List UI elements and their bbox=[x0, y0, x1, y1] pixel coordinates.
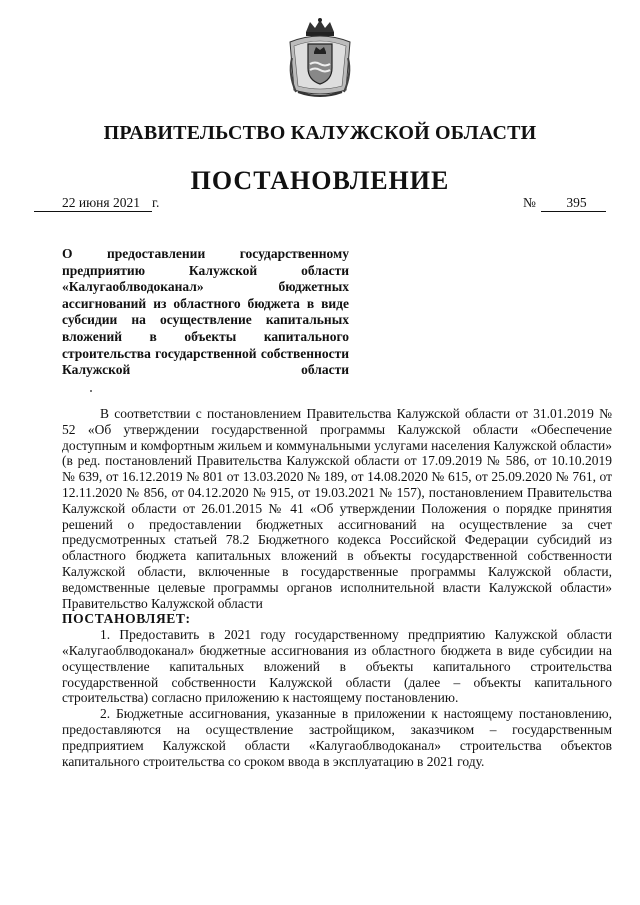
government-name: ПРАВИТЕЛЬСТВО КАЛУЖСКОЙ ОБЛАСТИ bbox=[103, 122, 537, 144]
resolution-item-1: 1. Предоставить в 2021 году государственному предприятию Калужской области «Калугаоблводоканал» бюджетные ассигнования из областного бюджета в виде субсидии на осуществление капитальных вложений в объекты капитального строительства государственной собственности Калужской области (далее – объекты капитального строительства) согласно приложению к настоящему постановлению. bbox=[62, 627, 612, 706]
date-suffix: г. bbox=[152, 195, 160, 210]
document-date: 22 июня 2021 bbox=[34, 195, 152, 212]
resolution-item-2: 2. Бюджетные ассигнования, указанные в приложении к настоящему постановлению, предоставляются на осуществление застройщиком, заказчиком – государственным предприятием Калужской области «Калугаоблводоканал» строительства объектов капитального строительства со сроком ввода в эксплуатацию в 2021 году. bbox=[62, 706, 612, 769]
document-subject bbox=[62, 246, 349, 379]
subject-text: О предоставлении государственному предприятию Калужской области «Калугаоблводоканал» бюджетных ассигнований из областного бюджета в виде субсидии на осуществление капитальных вложений в объекты капитального строительства государственной собственности Калужской области bbox=[62, 246, 349, 378]
preamble-paragraph: В соответствии с постановлением Правительства Калужской области от 31.01.2019 № 52 «Об утверждении государственной программы Калужской области «Обеспечение доступным и комфортным жильем и коммунальными услугами населения Калужской области» (в ред. постановлений Правительства Калужской области от 17.09.2019 № 586, от 10.10.2019 № 639, от 16.12.2019 № 801 от 13.03.2020 № 189, от 14.08.2020 № 615, от 25.09.2020 № 761, от 12.11.2020 № 856, от 04.12.2020 № 915, от 19.03.2021 № 157), постановлением Правительства Калужской области от 26.01.2015 № 41 «Об утверждении Положения о порядке принятия решений о предоставлении бюджетных ассигнований на осуществление за счет предусмотренных статьей 78.2 Бюджетного кодекса Российской Федерации субсидий из областного бюджета капитальных вложений в объекты государственной собственности Калужской области, включенные в государственные программы Калужской области, ведомственные целевые программы органов исполнительной власти Калужской области» Правительство Калужской области bbox=[62, 406, 612, 611]
resolves-heading: ПОСТАНОВЛЯЕТ: bbox=[62, 611, 191, 627]
document-number: 395 bbox=[541, 195, 606, 212]
number-label: № bbox=[523, 195, 536, 210]
coat-of-arms-icon bbox=[284, 18, 356, 100]
scan-dot bbox=[90, 390, 92, 392]
document-type: ПОСТАНОВЛЕНИЕ bbox=[190, 166, 450, 195]
document-body bbox=[62, 406, 612, 769]
